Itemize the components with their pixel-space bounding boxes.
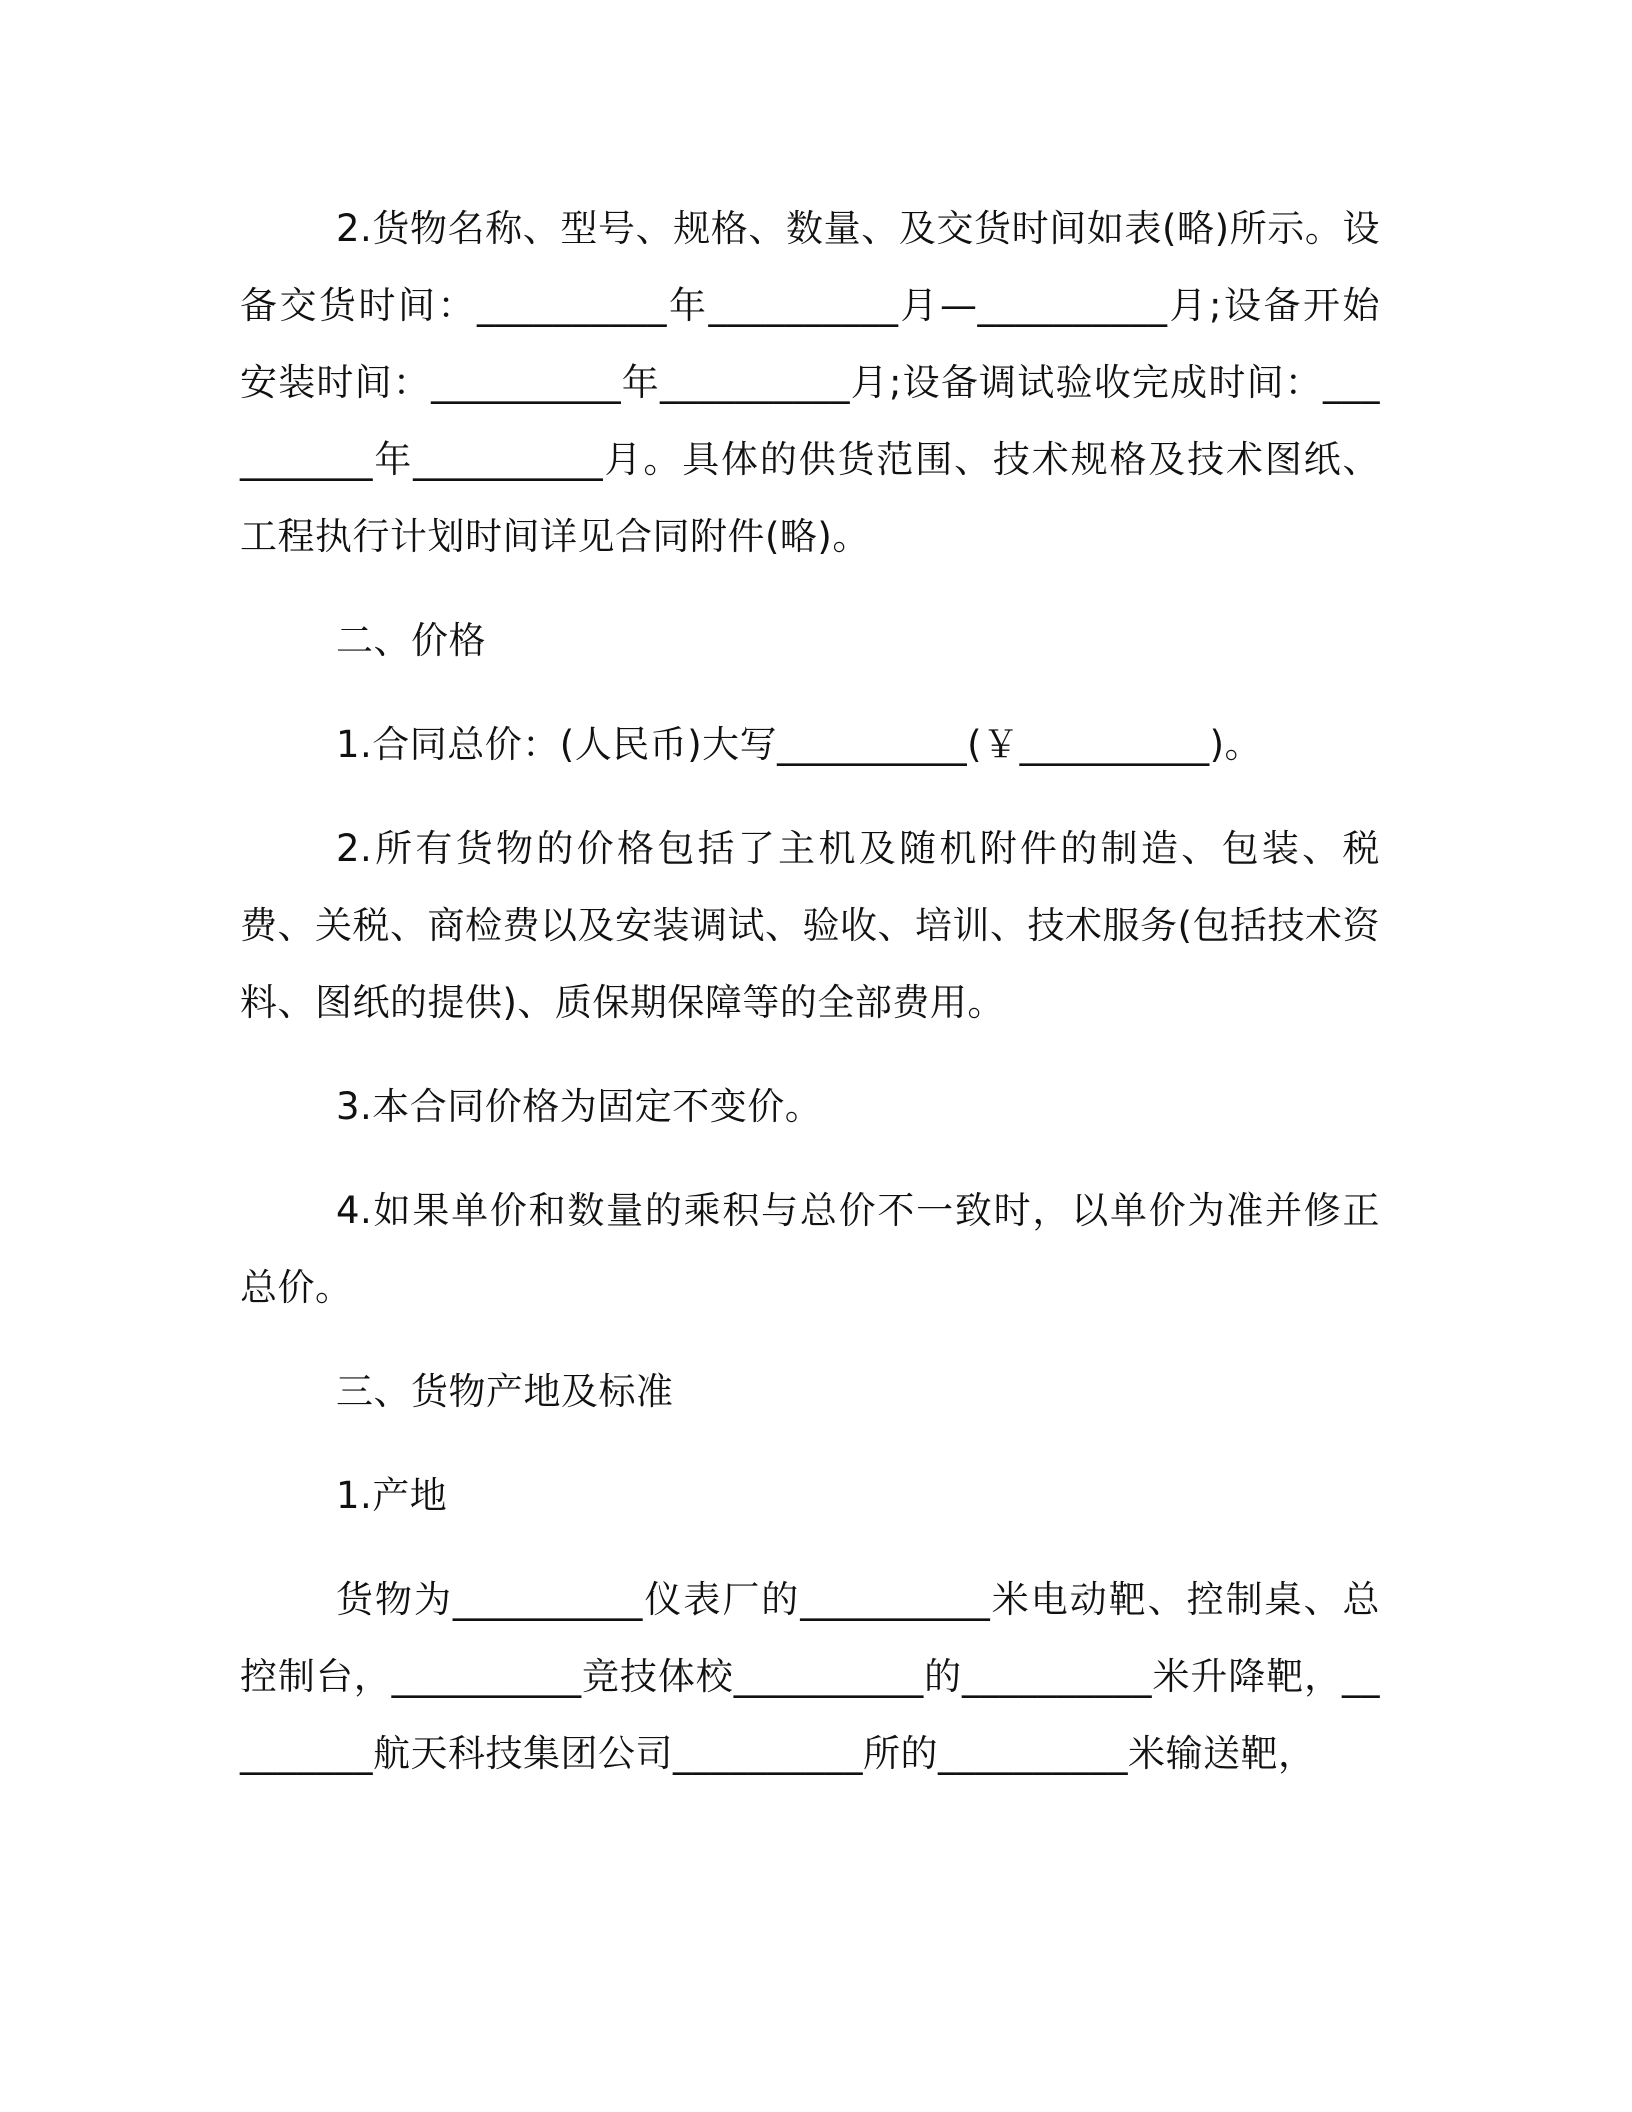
paragraph-fixed-price: 3.本合同价格为固定不变价。 (336, 1085, 823, 1128)
heading-origin-standard: 三、货物产地及标准 (336, 1370, 674, 1413)
heading-price: 二、价格 (336, 619, 486, 662)
document-page (240, 190, 1380, 1792)
paragraph-total-price: 1.合同总价：(人民币)大写__________(￥__________)。 (336, 723, 1263, 766)
paragraph-price-includes: 2.所有货物的价格包括了主机及随机附件的制造、包装、税费、关税、商检费以及安装调试、验收、培训、技术服务(包括技术资料、图纸的提供)、质保期保障等的全部费用。 (240, 827, 1380, 1024)
paragraph-unit-price-rule: 4.如果单价和数量的乘积与总价不一致时，以单价为准并修正总价。 (240, 1189, 1380, 1309)
paragraph-goods-delivery: 2.货物名称、型号、规格、数量、及交货时间如表(略)所示。设备交货时间：__________年__________月—__________月;设备开始安装时间：__________年__________月;设备调试验收完成时间：__________年__________月。具体的供货范围、技术规格及技术图纸、工程执行计划时间详见合同附件(略)。 (240, 207, 1380, 558)
heading-origin: 1.产地 (336, 1474, 448, 1517)
paragraph-origin-details: 货物为__________仪表厂的__________米电动靶、控制桌、总控制台，__________竞技体校__________的__________米升降靶，_________航天科技集团公司__________所的__________米输送靶， (240, 1578, 1380, 1775)
